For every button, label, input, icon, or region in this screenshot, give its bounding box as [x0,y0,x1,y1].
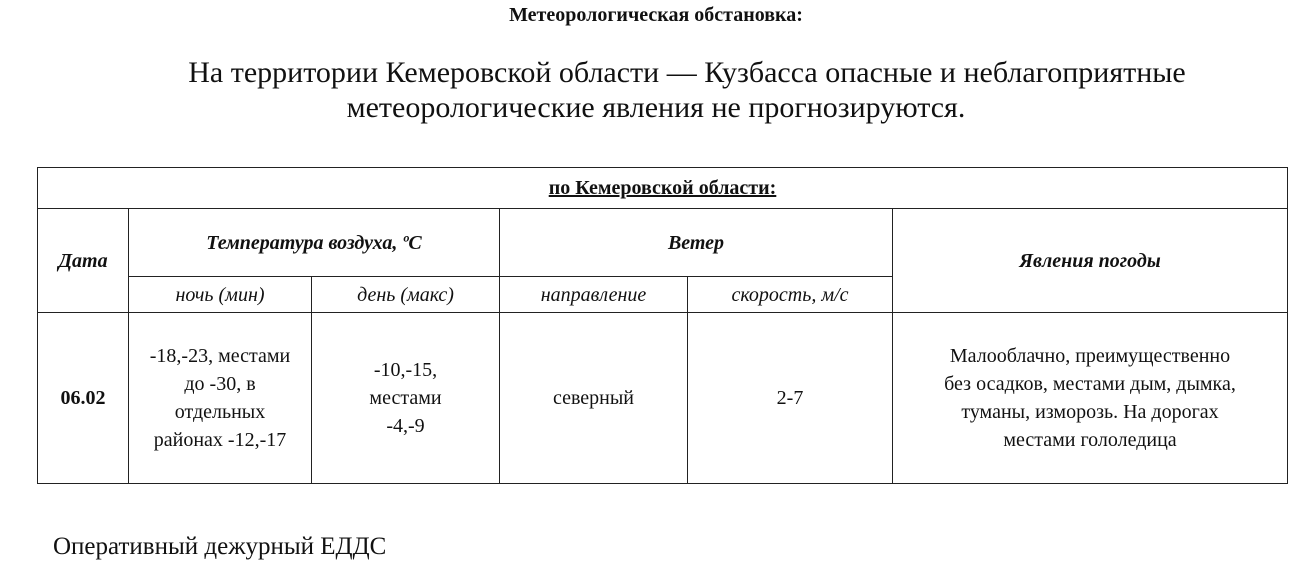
cell-day [312,313,500,484]
cell-phenomena-line: местами гололедица [1003,429,1177,451]
cell-day-line: -4,-9 [386,415,425,437]
section-heading: Метеорологическая обстановка: [509,4,803,26]
header-temperature: Температура воздуха, ºС [129,209,500,277]
cell-phenomena-line: туманы, изморозь. На дорогах [961,401,1219,423]
footer-signature: Оперативный дежурный ЕДДС [53,533,387,560]
cell-night-line: -18,-23, местами [149,345,291,367]
cell-phenomena-line: Малооблачно, преимущественно [949,345,1231,367]
region-title: по Кемеровской области: [38,168,1288,209]
header-night: ночь (мин) [129,277,312,313]
header-speed: скорость, м/с [688,277,893,313]
table-row [38,313,1288,484]
cell-night-line: до -30, в [184,373,256,395]
notice-line-1: На территории Кемеровской области — Кузбасса опасные и неблагоприятные [188,56,1186,89]
hazard-notice [0,55,1312,125]
cell-night-line: районах -12,-17 [153,429,287,451]
cell-phenomena [893,313,1288,484]
cell-night-line: отдельных [174,401,266,423]
cell-phenomena-line: без осадков, местами дым, дымка, [944,373,1236,395]
cell-day-line: местами [369,387,442,409]
cell-date: 06.02 [38,313,129,484]
header-direction: направление [500,277,688,313]
cell-night [129,313,312,484]
header-phenomena: Явления погоды [893,209,1288,313]
cell-direction: северный [500,313,688,484]
forecast-table [37,167,1288,484]
header-date: Дата [38,209,129,313]
header-wind: Ветер [500,209,893,277]
notice-line-2: метеорологические явления не прогнозируются. [346,91,966,124]
header-day: день (макс) [312,277,500,313]
cell-day-line: -10,-15, [373,359,438,381]
cell-speed: 2-7 [688,313,893,484]
